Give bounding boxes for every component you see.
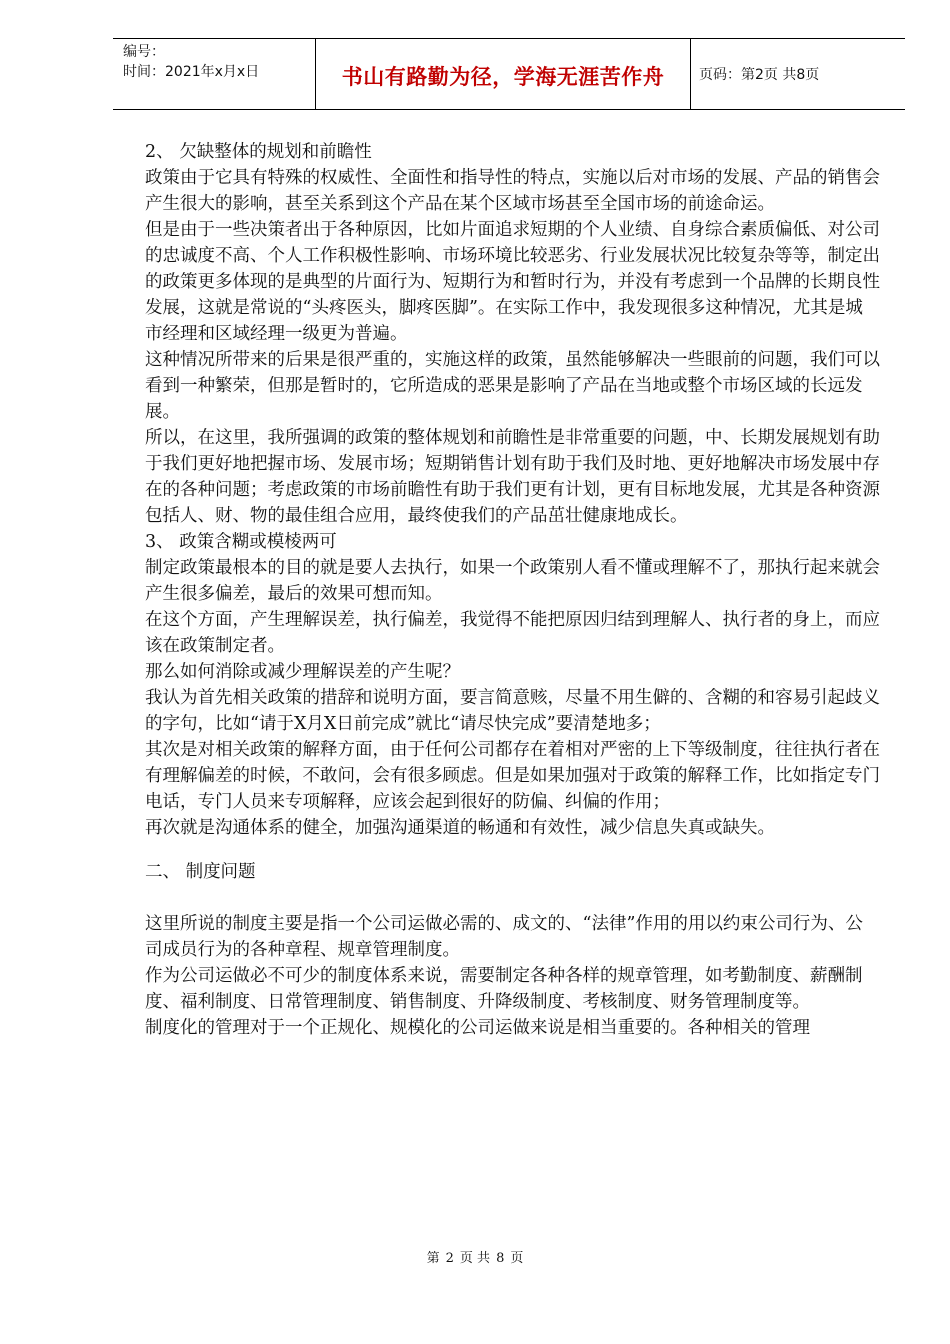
paragraph: 这种情况所带来的后果是很严重的，实施这样的政策，虽然能够解决一些眼前的问题，我们可以看到一种繁荣，但那是暂时的，它所造成的恶果是影响了产品在当地或整个市场区域的长远发展。 <box>145 350 880 422</box>
paragraph: 制定政策最根本的目的就是要人去执行，如果一个政策别人看不懂或理解不了，那执行起来就会产生很多偏差，最后的效果可想而知。 <box>145 558 880 604</box>
page-header <box>113 38 905 110</box>
paragraph: 我认为首先相关政策的措辞和说明方面，要言简意赅，尽量不用生僻的、含糊的和容易引起歧义的字句，比如“请于X月X日前完成”就比“请尽快完成”要清楚地多； <box>145 688 880 734</box>
chapter-heading: 二、 制度问题 <box>145 862 256 882</box>
header-info-cell <box>113 39 316 109</box>
footer-prefix: 第 <box>426 1251 440 1266</box>
paragraph: 作为公司运做必不可少的制度体系来说，需要制定各种各样的规章管理，如考勤制度、薪酬制度、福利制度、日常管理制度、销售制度、升降级制度、考核制度、财务管理制度等。 <box>145 966 863 1012</box>
paragraph: 所以，在这里，我所强调的政策的整体规划和前瞻性是非常重要的问题，中、长期发展规划有助于我们更好地把握市场、发展市场；短期销售计划有助于我们及时地、更好地解决市场发展中存在的各种问题；考虑政策的市场前瞻性有助于我们更有计划，更有目标地发展，尤其是各种资源包括人、财、物的最佳组合应用，最终使我们的产品茁壮健康地成长。 <box>145 428 880 526</box>
paragraph: 在这个方面，产生理解误差，执行偏差，我觉得不能把原因归结到理解人、执行者的身上，而应该在政策制定者。 <box>145 610 880 656</box>
footer-total-pages: 8 <box>496 1251 505 1266</box>
paragraph: 其次是对相关政策的解释方面，由于任何公司都存在着相对严密的上下等级制度，往往执行者在有理解偏差的时候，不敢问，会有很多顾虑。但是如果加强对于政策的解释工作，比如指定专门电话，专门人员来专项解释，应该会起到很好的防偏、纠偏的作用； <box>145 740 880 812</box>
page-indicator: 页码：第2页 共8页 <box>699 67 820 83</box>
document-body <box>145 135 880 1041</box>
section-heading: 3、 政策含糊或模棱两可 <box>145 532 337 552</box>
section-heading: 2、 欠缺整体的规划和前瞻性 <box>145 142 372 162</box>
paragraph: 再次就是沟通体系的健全，加强沟通渠道的畅通和有效性，减少信息失真或缺失。 <box>145 818 775 838</box>
motto-text: 书山有路勤为径，学海无涯苦作舟 <box>341 65 665 89</box>
page-footer <box>0 1247 950 1266</box>
paragraph: 这里所说的制度主要是指一个公司运做必需的、成文的、“法律”作用的用以约束公司行为、公司成员行为的各种章程、规章管理制度。 <box>145 914 863 960</box>
paragraph: 政策由于它具有特殊的权威性、全面性和指导性的特点，实施以后对市场的发展、产品的销售会产生很大的影响，甚至关系到这个产品在某个区域市场甚至全国市场的前途命运。 <box>145 168 880 214</box>
footer-page-number: 2 <box>445 1251 454 1266</box>
paragraph: 那么如何消除或减少理解误差的产生呢？ <box>145 662 460 682</box>
time-label: 时间：2021年x月x日 <box>123 64 260 80</box>
paragraph: 但是由于一些决策者出于各种原因，比如片面追求短期的个人业绩、自身综合素质偏低、对公司的忠诚度不高、个人工作积极性影响、市场环境比较恶劣、行业发展状况比较复杂等等，制定出的政策更多体现的是典型的片面行为、短期行为和暂时行为，并没有考虑到一个品牌的长期良性发展，这就是常说的“头疼医头，脚疼医脚”。在实际工作中，我发现很多这种情况，尤其是城市经理和区域经理一级更为普遍。 <box>145 220 880 344</box>
footer-mid: 页 共 <box>459 1251 491 1266</box>
header-motto-cell <box>316 39 691 109</box>
footer-suffix: 页 <box>510 1251 524 1266</box>
header-page-cell <box>691 39 905 109</box>
paragraph: 制度化的管理对于一个正规化、规模化的公司运做来说是相当重要的。各种相关的管理 <box>145 1018 810 1038</box>
serial-label: 编号： <box>123 44 165 60</box>
